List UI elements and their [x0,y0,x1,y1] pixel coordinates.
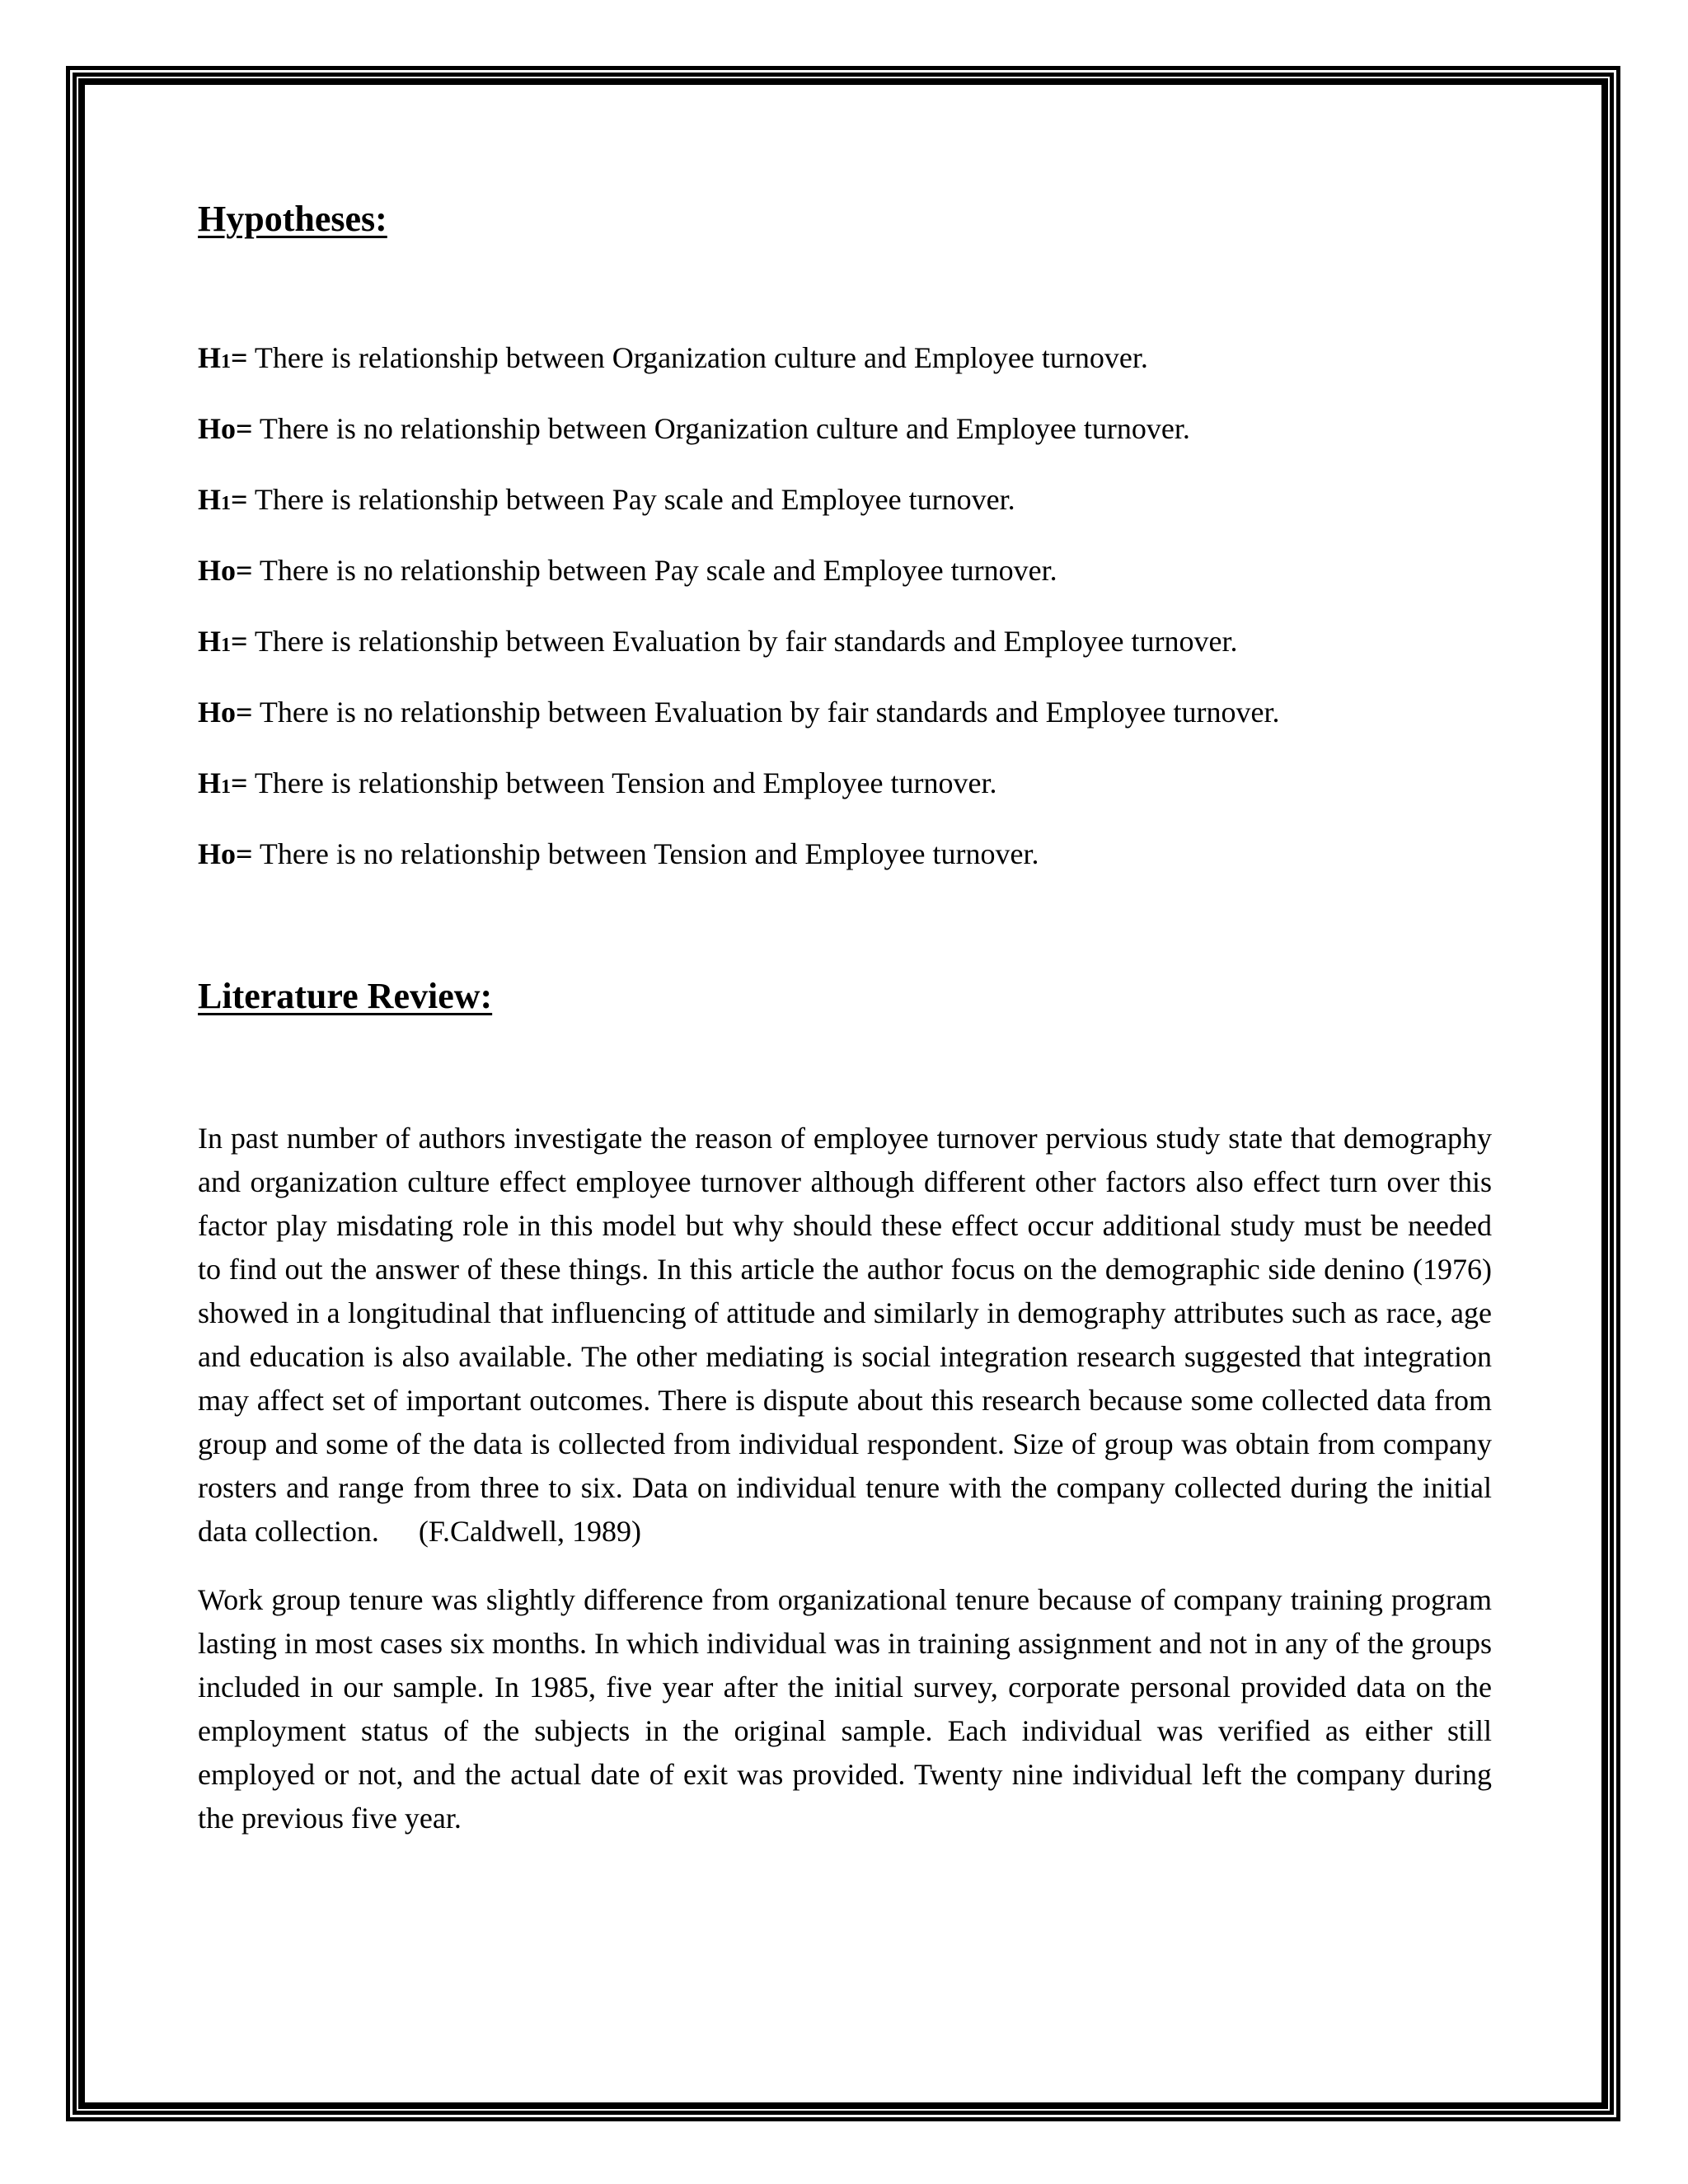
hypothesis-item [198,765,1492,801]
paragraph-1-text: In past number of authors investigate the reason of employee turnover pervious study state that demography and organization culture effect employee turnover although different other factors also effect turn over this factor play misdating role in this model but why should these effect occur additional study must be needed to find out the answer of these things. In this article the author focus on the demographic side denino (1976) showed in a longitudinal that influencing of attitude and similarly in demography attributes such as race, age and education is also available. The other mediating is social integration research suggested that integration may affect set of important outcomes. There is dispute about this research because some collected data from group and some of the data is collected from individual respondent. Size of group was obtain from company rosters and range from three to six. Data on individual tenure with the company collected during the initial data collection. [198,1122,1492,1548]
hypothesis-label: H [198,625,222,658]
hypothesis-text: There is no relationship between Pay scale and Employee turnover. [252,554,1057,587]
hypothesis-label: Ho [198,412,237,445]
literature-review-heading: Literature Review: [198,976,493,1016]
hypothesis-equals: = [236,696,253,729]
hypothesis-item [198,340,1492,376]
hypothesis-label: Ho [198,837,237,870]
hypothesis-equals: = [231,341,248,374]
hypothesis-equals: = [236,554,253,587]
hypothesis-text: There is no relationship between Evaluation by fair standards and Employee turnover. [252,696,1280,729]
hypothesis-text: There is relationship between Evaluation by fair standards and Employee turnover. [247,625,1238,658]
hypothesis-equals: = [231,625,248,658]
hypothesis-item [198,694,1492,730]
hypothesis-text: There is no relationship between Organization culture and Employee turnover. [252,412,1190,445]
hypothesis-equals: = [231,766,248,799]
hypothesis-item [198,410,1492,447]
citation: (F.Caldwell, 1989) [418,1515,641,1548]
hypothesis-subscript: 1 [221,635,232,656]
hypothesis-label: H [198,766,222,799]
hypothesis-text: There is no relationship between Tension and Employee turnover. [252,837,1039,870]
hypothesis-subscript: 1 [221,776,232,798]
hypothesis-item [198,836,1492,872]
literature-paragraph-2: Work group tenure was slightly difference from organizational tenure because of company training program lasting in most cases six months. In which individual was in training assignment and not in any of the groups included in our sample. In 1985, five year after the initial survey, corporate personal provided data on the employment status of the subjects in the original sample. Each individual was verified as either still employed or not, and the actual date of exit was provided. Twenty nine individual left the company during the previous five year. [198,1583,1492,1835]
page-content [198,198,1492,1840]
hypothesis-equals: = [236,412,253,445]
hypothesis-text: There is relationship between Tension and Employee turnover. [247,766,997,799]
hypothesis-label: Ho [198,696,237,729]
hypothesis-label: H [198,341,222,374]
hypothesis-equals: = [236,837,253,870]
hypothesis-label: Ho [198,554,237,587]
hypothesis-text: There is relationship between Organization culture and Employee turnover. [247,341,1148,374]
hypothesis-text: There is relationship between Pay scale and Employee turnover. [247,483,1015,516]
hypothesis-equals: = [231,483,248,516]
hypothesis-subscript: 1 [221,493,232,514]
hypotheses-list [198,340,1492,872]
literature-paragraph-1 [198,1117,1492,1554]
hypothesis-item [198,552,1492,588]
hypothesis-item [198,623,1492,659]
hypothesis-item [198,481,1492,518]
hypothesis-subscript: 1 [221,351,232,373]
hypotheses-heading: Hypotheses: [198,199,387,239]
hypothesis-label: H [198,483,222,516]
